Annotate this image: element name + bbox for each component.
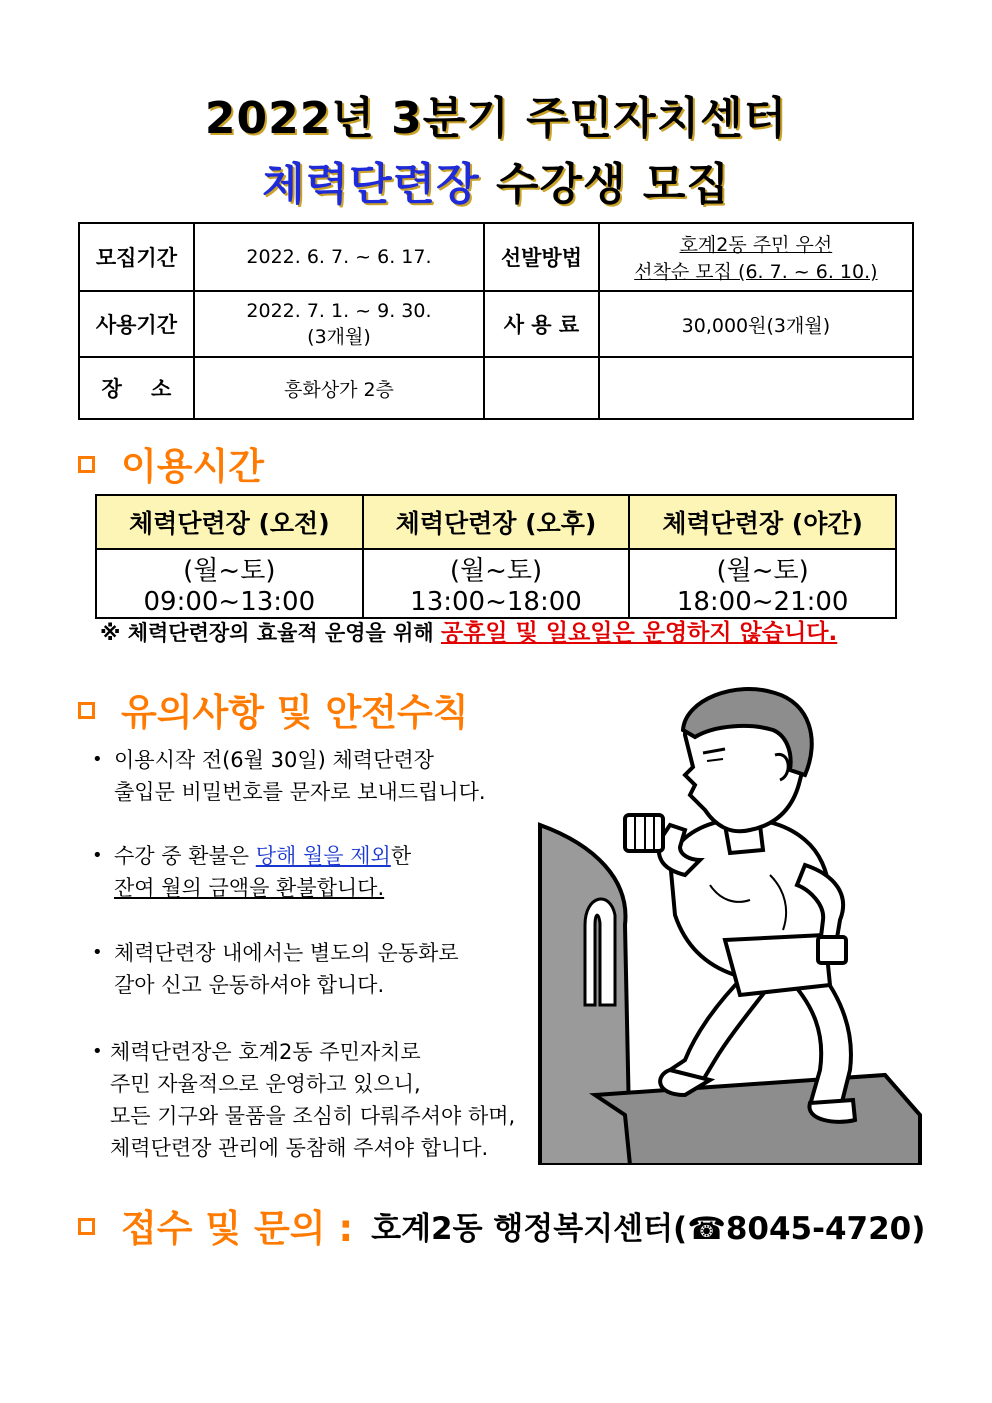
rule-2-pre: 수강 중 환불은	[114, 844, 250, 868]
page-title-line1: 2022년 3분기 주민자치센터	[204, 93, 788, 144]
use-value-line1: 2022. 7. 1. ~ 9. 30.	[246, 299, 432, 322]
hours-col-afternoon: 체력단련장 (오후)	[363, 495, 630, 549]
fee-label: 사 용 료	[484, 291, 599, 357]
hours-time-night: (월~토) 18:00~21:00	[629, 549, 896, 618]
hours-col-morning: 체력단련장 (오전)	[96, 495, 363, 549]
bullet-icon: •	[92, 749, 103, 770]
hours-heading-text: 이용시간	[121, 445, 264, 488]
fee-value: 30,000원(3개월)	[599, 291, 913, 357]
contact-heading-text: 접수 및 문의 :	[121, 1207, 354, 1250]
contact-value: 호계2동 행정복지센터(☎8045-4720)	[371, 1210, 926, 1247]
use-label: 사용기간	[79, 291, 194, 357]
runner-on-treadmill-illustration	[535, 675, 925, 1165]
rule-4-line2: 주민 자율적으로 운영하고 있으니,	[110, 1072, 421, 1096]
select-value	[599, 223, 913, 291]
bullet-icon: •	[92, 845, 103, 866]
use-value	[194, 291, 484, 357]
list-item	[92, 840, 411, 904]
rule-1-line1: 이용시작 전(6월 30일) 체력단련장	[114, 748, 434, 772]
list-item	[92, 937, 459, 1001]
rule-3-line1: 체력단련장 내에서는 별도의 운동화로	[114, 941, 459, 965]
rule-4-line4: 체력단련장 관리에 동참해 주셔야 합니다.	[110, 1136, 489, 1160]
place-label: 장 소	[79, 357, 194, 419]
rule-4-line3: 모든 기구와 물품을 조심히 다뤄주셔야 하며,	[110, 1104, 516, 1128]
checkbox-square-icon	[78, 1218, 95, 1235]
info-table	[78, 222, 914, 420]
list-item	[92, 744, 486, 808]
rule-2-highlight: 당해 월을 제외	[255, 844, 391, 868]
empty-cell	[599, 357, 913, 419]
list-item	[92, 1036, 515, 1164]
rules-heading-text: 유의사항 및 안전수칙	[121, 691, 469, 734]
checkbox-square-icon	[78, 456, 95, 473]
notice-highlight: 공휴일 및 일요일은 운영하지 않습니다.	[440, 620, 838, 646]
hours-time-morning: (월~토) 09:00~13:00	[96, 549, 363, 618]
place-value: 흥화상가 2층	[194, 357, 484, 419]
contact-heading	[78, 1198, 925, 1252]
rules-heading	[78, 682, 468, 736]
recruit-label: 모집기간	[79, 223, 194, 291]
recruit-value: 2022. 6. 7. ~ 6. 17.	[194, 223, 484, 291]
notice-prefix: ※ 체력단련장의 효율적 운영을 위해	[100, 621, 434, 645]
use-value-line2: (3개월)	[307, 325, 371, 348]
bullet-icon: •	[92, 1041, 103, 1062]
rule-3-line2: 갈아 신고 운동하셔야 합니다.	[114, 973, 385, 997]
title-rest: 수강생 모집	[496, 159, 730, 210]
select-value-line2: 선착순 모집 (6. 7. ~ 6. 10.)	[634, 261, 878, 283]
bullet-icon: •	[92, 942, 103, 963]
checkbox-square-icon	[78, 702, 95, 719]
holiday-notice	[100, 614, 900, 647]
hours-heading	[78, 436, 264, 490]
hours-table	[95, 494, 897, 619]
rule-2-line2: 잔여 월의 금액을 환불합니다.	[114, 876, 385, 900]
empty-cell	[484, 357, 599, 419]
title-highlight: 체력단련장	[262, 159, 480, 210]
rule-4-line1: 체력단련장은 호계2동 주민자치로	[110, 1040, 421, 1064]
rule-2-post: 한	[390, 844, 412, 868]
select-label: 선발방법	[484, 223, 599, 291]
hours-col-night: 체력단련장 (야간)	[629, 495, 896, 549]
rule-1-line2: 출입문 비밀번호를 문자로 보내드립니다.	[114, 780, 486, 804]
page-title-line2	[0, 148, 992, 212]
select-value-line1: 호계2동 주민 우선	[679, 234, 833, 256]
hours-time-afternoon: (월~토) 13:00~18:00	[363, 549, 630, 618]
